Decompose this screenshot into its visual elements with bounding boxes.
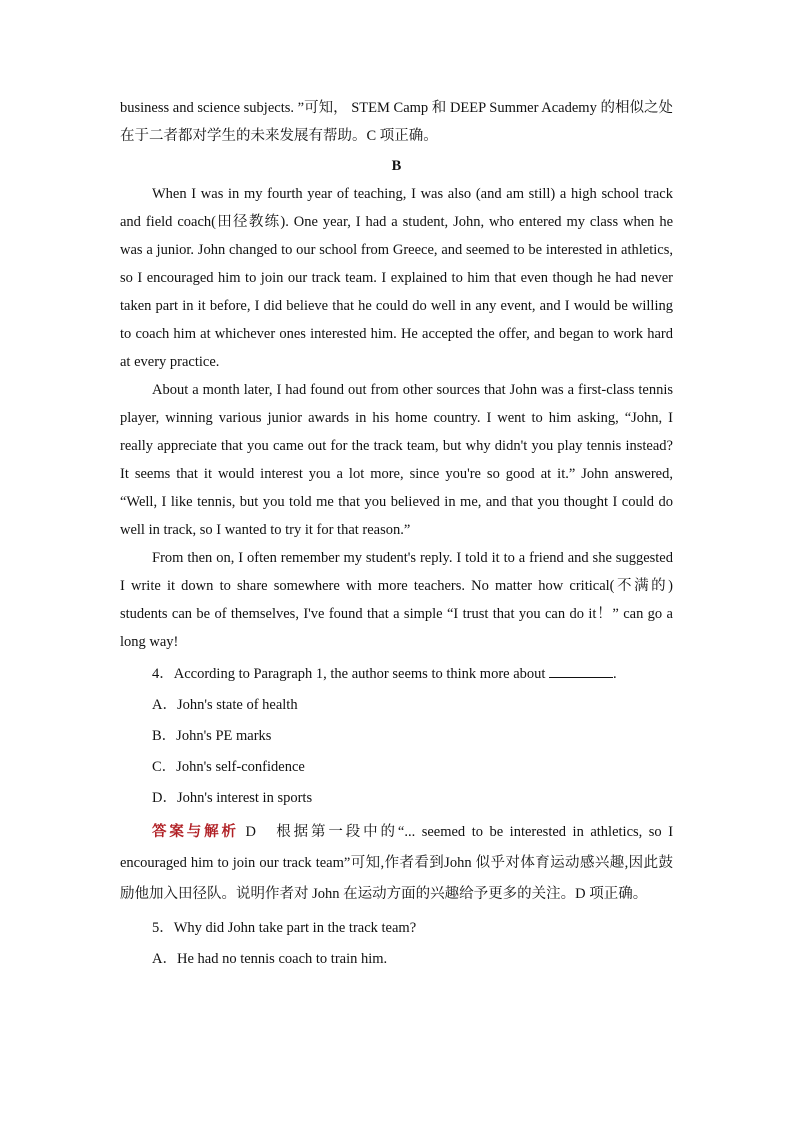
document-content (120, 94, 673, 972)
question-5-option-a: A．He had no tennis coach to train him. (152, 951, 388, 967)
question-4-option-b: B．John's PE marks (152, 728, 272, 744)
section-label: B (391, 158, 402, 174)
answer-explanation: D 根据第一段中的“... seemed to be interested in athletics, so I encouraged him to join our track team”可知,作者看到John 似乎对体育运动感兴趣,因此鼓励他加入田径队。说明作者对 John 在运动方面的兴趣给予更多的关注。D 项正确。 (120, 824, 674, 902)
question-4-text: 4．According to Paragraph 1, the author seems to think more about (152, 666, 546, 682)
answer-label: 答案与解析 (152, 824, 239, 840)
question-4-option-a: A．John's state of health (152, 697, 298, 713)
passage-paragraph-2: About a month later, I had found out from other sources that John was a first-class tennis player, winning various junior awards in his home country. I went to him asking, “John, I really appreciate that you came out for the track team, but why didn't you play tennis instead? It seems that it would interest you a lot more, since you're so good at it.” John answered, “Well, I like tennis, but you told me that you believed in me, and that you thought I could do well in track, so I wanted to try it for that reason.” (120, 382, 673, 538)
question-5-stem: 5．Why did John take part in the track team? (152, 920, 417, 936)
question-4-option-d: D．John's interest in sports (152, 790, 313, 806)
answer-blank (549, 663, 613, 678)
intro-paragraph: business and science subjects. ”可知， STEM Camp 和 DEEP Summer Academy 的相似之处在于二者都对学生的未来发展有帮助。C 项正确。 (120, 100, 673, 144)
passage-paragraph-3: From then on, I often remember my student's reply. I told it to a friend and she suggested I write it down to share somewhere with more teachers. No matter how critical(不满的) students can be of themselves, I've found that a simple “I trust that you can do it！” can go a long way! (120, 550, 673, 650)
question-4-answer (120, 817, 673, 910)
passage-paragraph-1: When I was in my fourth year of teaching, I was also (and am still) a high school track and field coach(田径教练). One year, I had a student, John, who entered my class when he was a junior. John changed to our school from Greece, and seemed to be interested in athletics, so I encouraged him to join our track team. I explained to him that even though he had never taken part in it before, I did believe that he could do well in any event, and I would be willing to coach him at whichever ones interested him. He accepted the offer, and began to work hard at every practice. (120, 186, 673, 370)
question-4-stem: 4．According to Paragraph 1, the author seems to think more about . (120, 662, 673, 687)
question-4-option-c: C．John's self-confidence (152, 759, 305, 775)
